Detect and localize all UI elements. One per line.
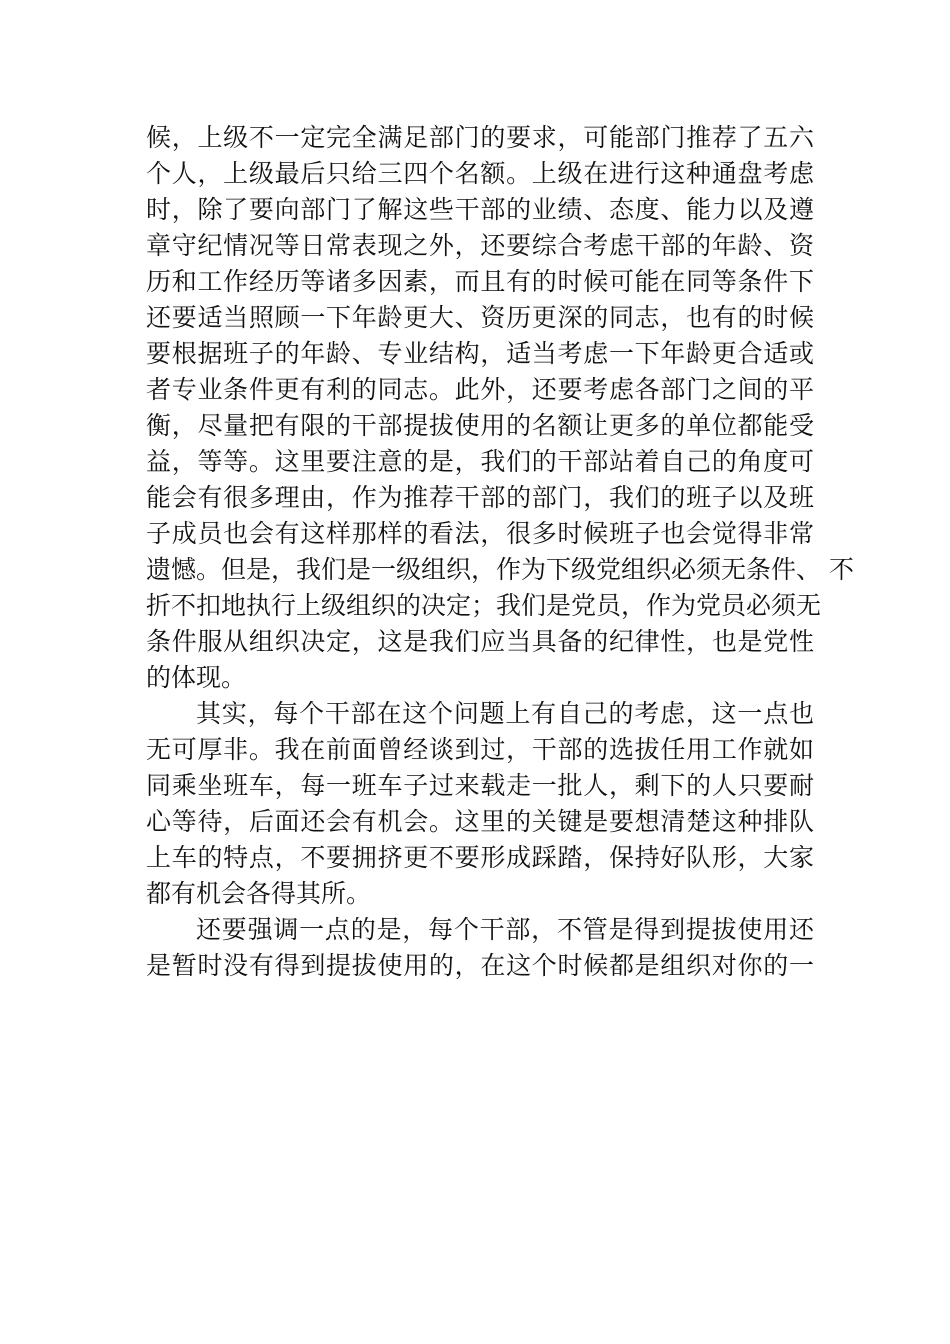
paragraph-line: 条件服从组织决定，这是我们应当具备的纪律性，也是党性: [146, 627, 814, 656]
paragraph-3: [146, 912, 814, 984]
paragraph-line: 还要强调一点的是，每个干部，不管是得到提拔使用还: [196, 915, 814, 944]
paragraph-line: 其实，每个干部在这个问题上有自己的考虑，这一点也: [196, 699, 814, 728]
paragraph-line: 子成员也会有这样那样的看法，很多时候班子也会觉得非常: [146, 519, 814, 548]
paragraph-line: 遗憾。但是，我们是一级组织，作为下级党组织必须无条件、 不: [146, 555, 854, 584]
paragraph-2: [146, 696, 814, 912]
paragraph-line: 章守纪情况等日常表现之外，还要综合考虑干部的年龄、资: [146, 231, 814, 260]
paragraph-line: 候，上级不一定完全满足部门的要求，可能部门推荐了五六: [146, 123, 814, 152]
document-body: [146, 120, 854, 984]
paragraph-line: 能会有很多理由，作为推荐干部的部门，我们的班子以及班: [146, 483, 814, 512]
paragraph-line: 个人，上级最后只给三四个名额。上级在进行这种通盘考虑: [146, 159, 814, 188]
paragraph-1: [146, 120, 854, 696]
paragraph-line: 者专业条件更有利的同志。此外，还要考虑各部门之间的平: [146, 375, 814, 404]
paragraph-line: 还要适当照顾一下年龄更大、资历更深的同志，也有的时候: [146, 303, 814, 332]
paragraph-line: 要根据班子的年龄、专业结构，适当考虑一下年龄更合适或: [146, 339, 814, 368]
paragraph-line: 无可厚非。我在前面曾经谈到过，干部的选拔任用工作就如: [146, 735, 814, 764]
paragraph-line: 上车的特点，不要拥挤更不要形成踩踏，保持好队形，大家: [146, 843, 814, 872]
paragraph-line: 心等待，后面还会有机会。这里的关键是要想清楚这种排队: [146, 807, 814, 836]
paragraph-line: 时，除了要向部门了解这些干部的业绩、态度、能力以及遵: [146, 195, 814, 224]
paragraph-line: 的体现。: [146, 663, 247, 692]
paragraph-line: 折不扣地执行上级组织的决定；我们是党员，作为党员必须无: [146, 591, 822, 620]
paragraph-line: 历和工作经历等诸多因素，而且有的时候可能在同等条件下: [146, 267, 814, 296]
paragraph-line: 是暂时没有得到提拔使用的，在这个时候都是组织对你的一: [146, 951, 814, 980]
paragraph-line: 益，等等。这里要注意的是，我们的干部站着自己的角度可: [146, 447, 814, 476]
paragraph-line: 都有机会各得其所。: [146, 879, 372, 908]
paragraph-line: 同乘坐班车，每一班车子过来载走一批人，剩下的人只要耐: [146, 771, 814, 800]
paragraph-line: 衡，尽量把有限的干部提拔使用的名额让更多的单位都能受: [146, 411, 814, 440]
